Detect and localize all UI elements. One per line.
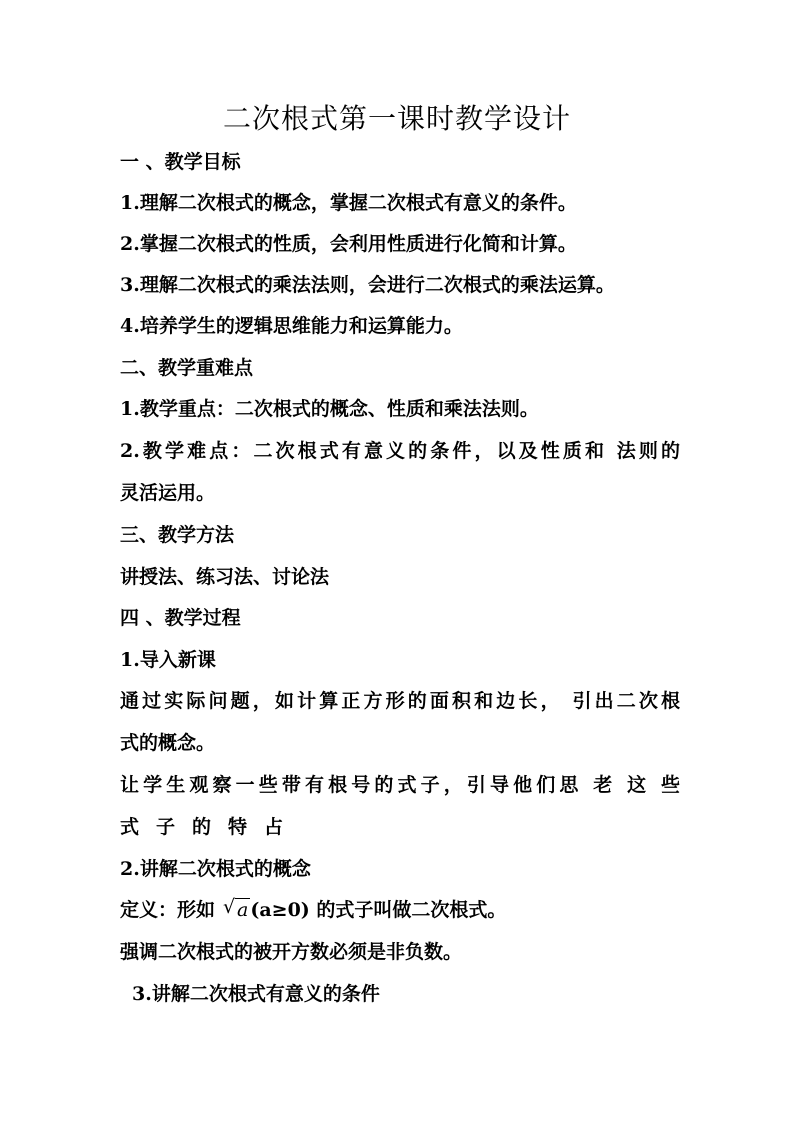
section-heading-goals: 一 、教学目标	[120, 151, 241, 173]
methods-text: 讲授法、练习法、讨论法	[120, 566, 330, 588]
key-point-item: 2.教学难点：二次根式有意义的条件，以及性质和 法则的	[120, 440, 680, 462]
definition-suffix: 的式子叫做二次根式。	[316, 899, 507, 921]
paragraph-line: 通过实际问题，如计算正方形的面积和边长， 引出二次根	[120, 690, 680, 712]
definition-condition: (a≥0)	[250, 899, 310, 921]
goal-item: 4.培养学生的逻辑思维能力和运算能力。	[120, 315, 463, 337]
definition-prefix: 定义：形如	[120, 899, 216, 921]
paragraph-line: 强调二次根式的被开方数必须是非负数。	[120, 941, 463, 963]
section-heading-methods: 三、教学方法	[120, 524, 235, 546]
radicand: a	[237, 899, 249, 921]
process-step-heading: 3.讲解二次根式有意义的条件	[132, 983, 380, 1005]
paragraph-line: 式子的特占	[120, 816, 301, 838]
goal-item: 3.理解二次根式的乘法法则，会进行二次根式的乘法运算。	[120, 274, 615, 296]
radical-sign: √	[223, 896, 236, 918]
document-title: 二次根式第一课时教学设计	[222, 102, 571, 135]
key-point-item: 1.教学重点：二次根式的概念、性质和乘法法则。	[120, 398, 539, 420]
goal-item: 2.掌握二次根式的性质，会利用性质进行化简和计算。	[120, 233, 577, 255]
section-heading-process: 四 、教学过程	[120, 607, 241, 629]
section-heading-key-points: 二、教学重难点	[120, 357, 254, 379]
goal-item: 1.理解二次根式的概念，掌握二次根式有意义的条件。	[120, 192, 577, 214]
key-point-item-continued: 灵活运用。	[120, 482, 216, 504]
process-step-heading: 2.讲解二次根式的概念	[120, 858, 311, 880]
paragraph-line: 让学生观察一些带有根号的式子，引导他们思 老 这 些	[120, 774, 680, 796]
process-step-heading: 1.导入新课	[120, 649, 216, 671]
definition-line	[120, 898, 680, 922]
square-root-expression	[223, 898, 250, 922]
paragraph-line: 式的概念。	[120, 732, 216, 754]
